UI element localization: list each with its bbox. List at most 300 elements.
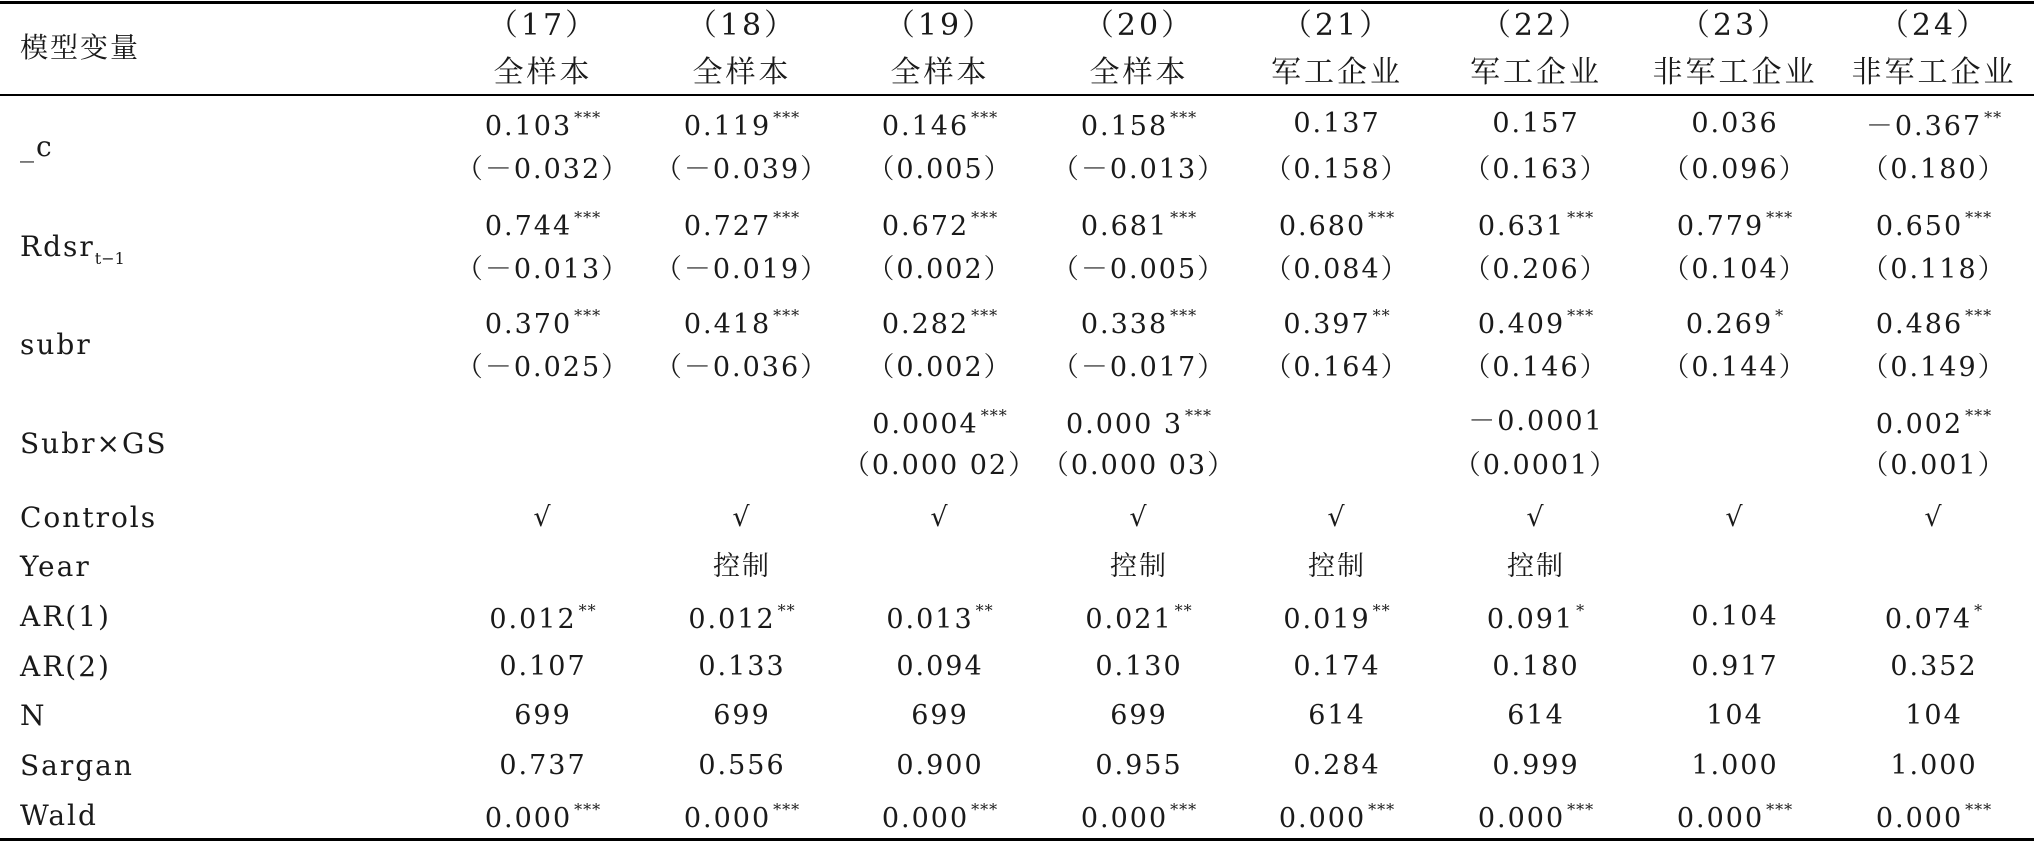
significance-stars: *** (773, 306, 801, 325)
row-label-subr-gs-text: Subr×GS (20, 427, 168, 460)
column-number-18-value: （18） (686, 8, 798, 43)
significance-stars: *** (1170, 208, 1198, 227)
se-c-20-value: （－0.013） (1051, 154, 1227, 185)
se-rdsr-21 (1239, 256, 1435, 283)
year-20-value: 控制 (1110, 551, 1168, 582)
ar-1-17 (445, 603, 641, 633)
coef-subr-21-value: 0.397 (1283, 309, 1371, 340)
header-variable-label-text: 模型变量 (20, 31, 141, 64)
row-label-n (20, 699, 440, 732)
column-sample-20 (1041, 55, 1237, 90)
wald-20 (1041, 802, 1237, 832)
coef-rdsr-17 (445, 210, 641, 240)
sargan-20 (1041, 752, 1237, 779)
ar-1-22-value: 0.091 (1486, 604, 1575, 635)
ar-1-21-value: 0.019 (1283, 604, 1371, 635)
controls-24 (1836, 504, 2032, 531)
row-label-ar-2 (20, 650, 440, 683)
row-label-rdsr-text: Rdsr (20, 230, 95, 263)
row-label-ar-2-text: AR(2) (20, 650, 111, 683)
se-rdsr-18 (644, 256, 840, 283)
ar-2-17 (445, 653, 641, 680)
significance-stars: ** (578, 601, 597, 620)
significance-stars: *** (1965, 208, 1993, 227)
wald-18 (644, 802, 840, 832)
significance-stars: *** (971, 108, 999, 127)
se-rdsr-24 (1836, 256, 2032, 283)
se-subr-22 (1438, 354, 1634, 381)
coef-subr-19 (842, 308, 1038, 338)
row-label-ar-1 (20, 600, 440, 633)
coef-rdsr-20-value: 0.681 (1080, 211, 1169, 242)
coef-rdsr-21 (1239, 210, 1435, 240)
significance-stars: *** (1368, 800, 1396, 819)
ar-2-22-value: 0.180 (1492, 651, 1580, 682)
column-number-24 (1836, 8, 2032, 43)
significance-stars: *** (1368, 208, 1396, 227)
ar-1-20 (1041, 603, 1237, 633)
se-c-18 (644, 156, 840, 183)
controls-23-value: √ (1725, 502, 1745, 533)
significance-stars: *** (971, 800, 999, 819)
significance-stars: *** (1567, 306, 1595, 325)
coef-subr-19-value: 0.282 (881, 309, 970, 340)
coef-c-18-value: 0.119 (683, 111, 772, 142)
wald-18-value: 0.000 (683, 803, 772, 834)
se-subr-20 (1041, 354, 1237, 381)
coef-rdsr-22-value: 0.631 (1477, 211, 1566, 242)
se-c-21-value: （0.158） (1264, 154, 1410, 185)
n-18 (644, 702, 840, 729)
header-rule (0, 94, 2034, 96)
n-23 (1637, 702, 1833, 729)
se-rdsr-21-value: （0.084） (1264, 254, 1410, 285)
sargan-17 (445, 752, 641, 779)
coef-c-17 (445, 110, 641, 140)
se-subr-gs-24 (1836, 452, 2032, 479)
coef-subr-23 (1637, 308, 1833, 338)
row-label-year-text: Year (20, 550, 91, 583)
significance-stars: * (1576, 601, 1586, 620)
wald-17-value: 0.000 (484, 803, 573, 834)
ar-2-17-value: 0.107 (499, 651, 587, 682)
column-number-17-value: （17） (487, 8, 599, 43)
se-rdsr-20-value: （－0.005） (1051, 254, 1227, 285)
se-c-21 (1239, 156, 1435, 183)
coef-rdsr-22 (1438, 210, 1634, 240)
significance-stars: *** (773, 108, 801, 127)
coef-c-20 (1041, 110, 1237, 140)
se-subr-gs-22-value: （0.0001） (1453, 450, 1619, 481)
column-number-22 (1438, 8, 1634, 43)
coef-c-23 (1637, 110, 1833, 137)
se-subr-18-value: （－0.036） (654, 352, 830, 383)
coef-subr-17 (445, 308, 641, 338)
coef-c-22 (1438, 110, 1634, 137)
column-number-21-value: （21） (1281, 8, 1393, 43)
sargan-18-value: 0.556 (698, 750, 786, 781)
coef-subr-18 (644, 308, 840, 338)
controls-17 (445, 504, 641, 531)
se-c-23-value: （0.096） (1662, 154, 1808, 185)
ar-2-18-value: 0.133 (698, 651, 786, 682)
controls-19 (842, 504, 1038, 531)
n-18-value: 699 (713, 700, 771, 731)
n-24-value: 104 (1905, 700, 1963, 731)
year-22 (1438, 553, 1634, 580)
coef-rdsr-24 (1836, 210, 2032, 240)
row-label-subr (20, 328, 440, 361)
significance-stars: * (1775, 306, 1785, 325)
sargan-18 (644, 752, 840, 779)
ar-1-18 (644, 603, 840, 633)
column-sample-18-value: 全样本 (692, 55, 792, 90)
controls-18-value: √ (732, 502, 752, 533)
year-18 (644, 553, 840, 580)
coef-rdsr-19 (842, 210, 1038, 240)
coef-c-19-value: 0.146 (881, 111, 970, 142)
significance-stars: *** (1965, 306, 1993, 325)
se-c-19 (842, 156, 1038, 183)
sargan-21-value: 0.284 (1293, 750, 1381, 781)
se-rdsr-22-value: （0.206） (1463, 254, 1609, 285)
coef-c-18 (644, 110, 840, 140)
significance-stars: ** (1372, 601, 1391, 620)
significance-stars: *** (1567, 208, 1595, 227)
column-sample-24-value: 非军工企业 (1851, 55, 2017, 90)
se-subr-24-value: （0.149） (1861, 352, 2007, 383)
coef-subr-gs-24-value: 0.002 (1875, 409, 1964, 440)
se-subr-23 (1637, 354, 1833, 381)
row-label-controls (20, 501, 440, 534)
coef-rdsr-23-value: 0.779 (1676, 211, 1765, 242)
se-c-23 (1637, 156, 1833, 183)
significance-stars: ** (975, 601, 994, 620)
significance-stars: ** (1174, 601, 1193, 620)
sargan-20-value: 0.955 (1095, 750, 1183, 781)
se-subr-21 (1239, 354, 1435, 381)
se-c-24-value: （0.180） (1861, 154, 2007, 185)
year-20 (1041, 553, 1237, 580)
wald-21-value: 0.000 (1278, 803, 1367, 834)
sargan-23 (1637, 752, 1833, 779)
se-subr-19 (842, 354, 1038, 381)
row-label-rdsr-subscript: t−1 (94, 249, 125, 268)
ar-2-21-value: 0.174 (1293, 651, 1381, 682)
significance-stars: *** (1766, 208, 1794, 227)
se-rdsr-19-value: （0.002） (867, 254, 1013, 285)
row-label-controls-text: Controls (20, 501, 158, 534)
coef-rdsr-23 (1637, 210, 1833, 240)
wald-17 (445, 802, 641, 832)
coef-rdsr-18 (644, 210, 840, 240)
sargan-22-value: 0.999 (1492, 750, 1580, 781)
significance-stars: *** (1965, 406, 1993, 425)
column-number-18 (644, 8, 840, 43)
se-subr-17-value: （－0.025） (455, 352, 631, 383)
significance-stars: *** (980, 406, 1008, 425)
ar-2-24-value: 0.352 (1890, 651, 1978, 682)
significance-stars: *** (1766, 800, 1794, 819)
coef-rdsr-20 (1041, 210, 1237, 240)
ar-2-22 (1438, 653, 1634, 680)
significance-stars: ** (1984, 108, 2003, 127)
column-number-24-value: （24） (1878, 8, 1990, 43)
coef-rdsr-19-value: 0.672 (881, 211, 970, 242)
controls-20 (1041, 504, 1237, 531)
column-number-20-value: （20） (1083, 8, 1195, 43)
coef-subr-18-value: 0.418 (683, 309, 772, 340)
sargan-23-value: 1.000 (1691, 750, 1779, 781)
top-rule (0, 1, 2034, 4)
significance-stars: *** (1567, 800, 1595, 819)
column-sample-24 (1836, 55, 2032, 90)
significance-stars: * (1974, 601, 1984, 620)
ar-1-18-value: 0.012 (688, 604, 776, 635)
se-c-17-value: （－0.032） (455, 154, 631, 185)
coef-subr-gs-22 (1438, 408, 1634, 435)
ar-1-17-value: 0.012 (489, 604, 577, 635)
significance-stars: ** (777, 601, 796, 620)
se-subr-gs-24-value: （0.001） (1861, 450, 2007, 481)
n-22-value: 614 (1507, 700, 1565, 731)
column-number-21 (1239, 8, 1435, 43)
row-label-wald-text: Wald (20, 799, 98, 832)
row-label-sargan-text: Sargan (20, 749, 134, 782)
se-c-17 (445, 156, 641, 183)
controls-17-value: √ (533, 502, 553, 533)
column-number-17 (445, 8, 641, 43)
ar-2-20-value: 0.130 (1095, 651, 1183, 682)
controls-22-value: √ (1526, 502, 1546, 533)
se-rdsr-18-value: （－0.019） (654, 254, 830, 285)
sargan-24 (1836, 752, 2032, 779)
column-sample-17-value: 全样本 (493, 55, 593, 90)
se-c-24 (1836, 156, 2032, 183)
column-sample-18 (644, 55, 840, 90)
coef-rdsr-18-value: 0.727 (683, 211, 772, 242)
sargan-21 (1239, 752, 1435, 779)
controls-19-value: √ (930, 502, 950, 533)
row-label-n-text: N (20, 699, 47, 732)
column-number-23-value: （23） (1679, 8, 1791, 43)
se-subr-gs-19-value: （0.000 02） (842, 450, 1038, 481)
coef-c-23-value: 0.036 (1691, 108, 1779, 139)
coef-subr-20-value: 0.338 (1080, 309, 1169, 340)
se-subr-gs-19 (842, 452, 1038, 479)
column-sample-19-value: 全样本 (890, 55, 990, 90)
coef-subr-gs-24 (1836, 408, 2032, 438)
se-c-20 (1041, 156, 1237, 183)
coef-subr-gs-20-value: 0.000 3 (1065, 409, 1184, 440)
ar-2-23 (1637, 653, 1833, 680)
n-19-value: 699 (911, 700, 969, 731)
coef-subr-gs-22-value: －0.0001 (1468, 406, 1604, 437)
coef-c-20-value: 0.158 (1080, 111, 1169, 142)
row-label-c-text: _c (20, 130, 54, 163)
column-number-22-value: （22） (1480, 8, 1592, 43)
coef-subr-20 (1041, 308, 1237, 338)
wald-21 (1239, 802, 1435, 832)
se-subr-gs-22 (1438, 452, 1634, 479)
se-subr-23-value: （0.144） (1662, 352, 1808, 383)
ar-1-22 (1438, 603, 1634, 633)
ar-1-24-value: 0.074 (1884, 604, 1973, 635)
coef-subr-22 (1438, 308, 1634, 338)
ar-2-21 (1239, 653, 1435, 680)
coef-c-22-value: 0.157 (1492, 108, 1580, 139)
coef-rdsr-17-value: 0.744 (484, 211, 573, 242)
se-rdsr-20 (1041, 256, 1237, 283)
header-variable-label (20, 31, 440, 64)
year-21-value: 控制 (1308, 551, 1366, 582)
ar-2-20 (1041, 653, 1237, 680)
coef-subr-23-value: 0.269 (1685, 309, 1774, 340)
column-sample-19 (842, 55, 1038, 90)
n-21-value: 614 (1308, 700, 1366, 731)
se-subr-24 (1836, 354, 2032, 381)
significance-stars: *** (1965, 800, 1993, 819)
controls-23 (1637, 504, 1833, 531)
se-rdsr-23-value: （0.104） (1662, 254, 1808, 285)
wald-23 (1637, 802, 1833, 832)
significance-stars: *** (1170, 800, 1198, 819)
controls-21-value: √ (1327, 502, 1347, 533)
se-subr-21-value: （0.164） (1264, 352, 1410, 383)
coef-subr-24-value: 0.486 (1875, 309, 1964, 340)
wald-23-value: 0.000 (1676, 803, 1765, 834)
se-rdsr-23 (1637, 256, 1833, 283)
se-subr-17 (445, 354, 641, 381)
significance-stars: *** (971, 208, 999, 227)
controls-21 (1239, 504, 1435, 531)
ar-1-23-value: 0.104 (1691, 601, 1779, 632)
bottom-rule (0, 838, 2034, 841)
coef-c-24 (1836, 110, 2032, 140)
wald-22 (1438, 802, 1634, 832)
significance-stars: *** (773, 800, 801, 819)
se-subr-18 (644, 354, 840, 381)
column-sample-21-value: 军工企业 (1271, 55, 1403, 90)
controls-24-value: √ (1924, 502, 1944, 533)
column-number-19-value: （19） (884, 8, 996, 43)
row-label-rdsr (20, 230, 440, 268)
wald-19-value: 0.000 (881, 803, 970, 834)
row-label-ar-1-text: AR(1) (20, 600, 111, 633)
coef-rdsr-24-value: 0.650 (1875, 211, 1964, 242)
sargan-22 (1438, 752, 1634, 779)
column-sample-21 (1239, 55, 1435, 90)
sargan-17-value: 0.737 (499, 750, 587, 781)
significance-stars: *** (574, 108, 602, 127)
ar-1-21 (1239, 603, 1435, 633)
ar-1-23 (1637, 603, 1833, 630)
se-subr-19-value: （0.002） (867, 352, 1013, 383)
coef-subr-24 (1836, 308, 2032, 338)
coef-c-17-value: 0.103 (484, 111, 573, 142)
controls-18 (644, 504, 840, 531)
coef-subr-21 (1239, 308, 1435, 338)
controls-22 (1438, 504, 1634, 531)
row-label-subr-text: subr (20, 328, 92, 361)
wald-22-value: 0.000 (1477, 803, 1566, 834)
n-20-value: 699 (1110, 700, 1168, 731)
column-number-20 (1041, 8, 1237, 43)
column-number-23 (1637, 8, 1833, 43)
significance-stars: ** (1372, 306, 1391, 325)
significance-stars: *** (574, 208, 602, 227)
row-label-wald (20, 799, 440, 832)
se-rdsr-19 (842, 256, 1038, 283)
se-c-22 (1438, 156, 1634, 183)
coef-rdsr-21-value: 0.680 (1278, 211, 1367, 242)
column-sample-23 (1637, 55, 1833, 90)
se-c-18-value: （－0.039） (654, 154, 830, 185)
se-rdsr-17-value: （－0.013） (455, 254, 631, 285)
ar-1-19-value: 0.013 (886, 604, 974, 635)
year-22-value: 控制 (1507, 551, 1565, 582)
ar-2-19-value: 0.094 (896, 651, 984, 682)
controls-20-value: √ (1129, 502, 1149, 533)
n-20 (1041, 702, 1237, 729)
coef-subr-gs-19 (842, 408, 1038, 438)
se-c-19-value: （0.005） (867, 154, 1013, 185)
coef-c-24-value: －0.367 (1865, 111, 1983, 142)
ar-2-24 (1836, 653, 2032, 680)
significance-stars: *** (1170, 306, 1198, 325)
n-23-value: 104 (1706, 700, 1764, 731)
column-sample-17 (445, 55, 641, 90)
n-17-value: 699 (514, 700, 572, 731)
sargan-19 (842, 752, 1038, 779)
significance-stars: *** (773, 208, 801, 227)
column-sample-20-value: 全样本 (1089, 55, 1189, 90)
coef-c-21 (1239, 110, 1435, 137)
row-label-sargan (20, 749, 440, 782)
ar-2-19 (842, 653, 1038, 680)
wald-20-value: 0.000 (1080, 803, 1169, 834)
n-24 (1836, 702, 2032, 729)
ar-1-20-value: 0.021 (1085, 604, 1173, 635)
se-subr-22-value: （0.146） (1463, 352, 1609, 383)
n-21 (1239, 702, 1435, 729)
coef-subr-gs-19-value: 0.0004 (872, 409, 979, 440)
sargan-24-value: 1.000 (1890, 750, 1978, 781)
column-sample-22 (1438, 55, 1634, 90)
wald-19 (842, 802, 1038, 832)
se-rdsr-24-value: （0.118） (1861, 254, 2007, 285)
ar-1-19 (842, 603, 1038, 633)
se-subr-20-value: （－0.017） (1051, 352, 1227, 383)
se-subr-gs-20 (1041, 452, 1237, 479)
significance-stars: *** (1185, 406, 1213, 425)
coef-subr-17-value: 0.370 (484, 309, 573, 340)
row-label-c (20, 130, 440, 163)
column-number-19 (842, 8, 1038, 43)
significance-stars: *** (574, 306, 602, 325)
significance-stars: *** (574, 800, 602, 819)
wald-24-value: 0.000 (1875, 803, 1964, 834)
ar-2-23-value: 0.917 (1691, 651, 1779, 682)
significance-stars: *** (1170, 108, 1198, 127)
significance-stars: *** (971, 306, 999, 325)
coef-c-21-value: 0.137 (1293, 108, 1381, 139)
se-rdsr-17 (445, 256, 641, 283)
se-c-22-value: （0.163） (1463, 154, 1609, 185)
column-sample-22-value: 军工企业 (1470, 55, 1602, 90)
n-22 (1438, 702, 1634, 729)
column-sample-23-value: 非军工企业 (1652, 55, 1818, 90)
